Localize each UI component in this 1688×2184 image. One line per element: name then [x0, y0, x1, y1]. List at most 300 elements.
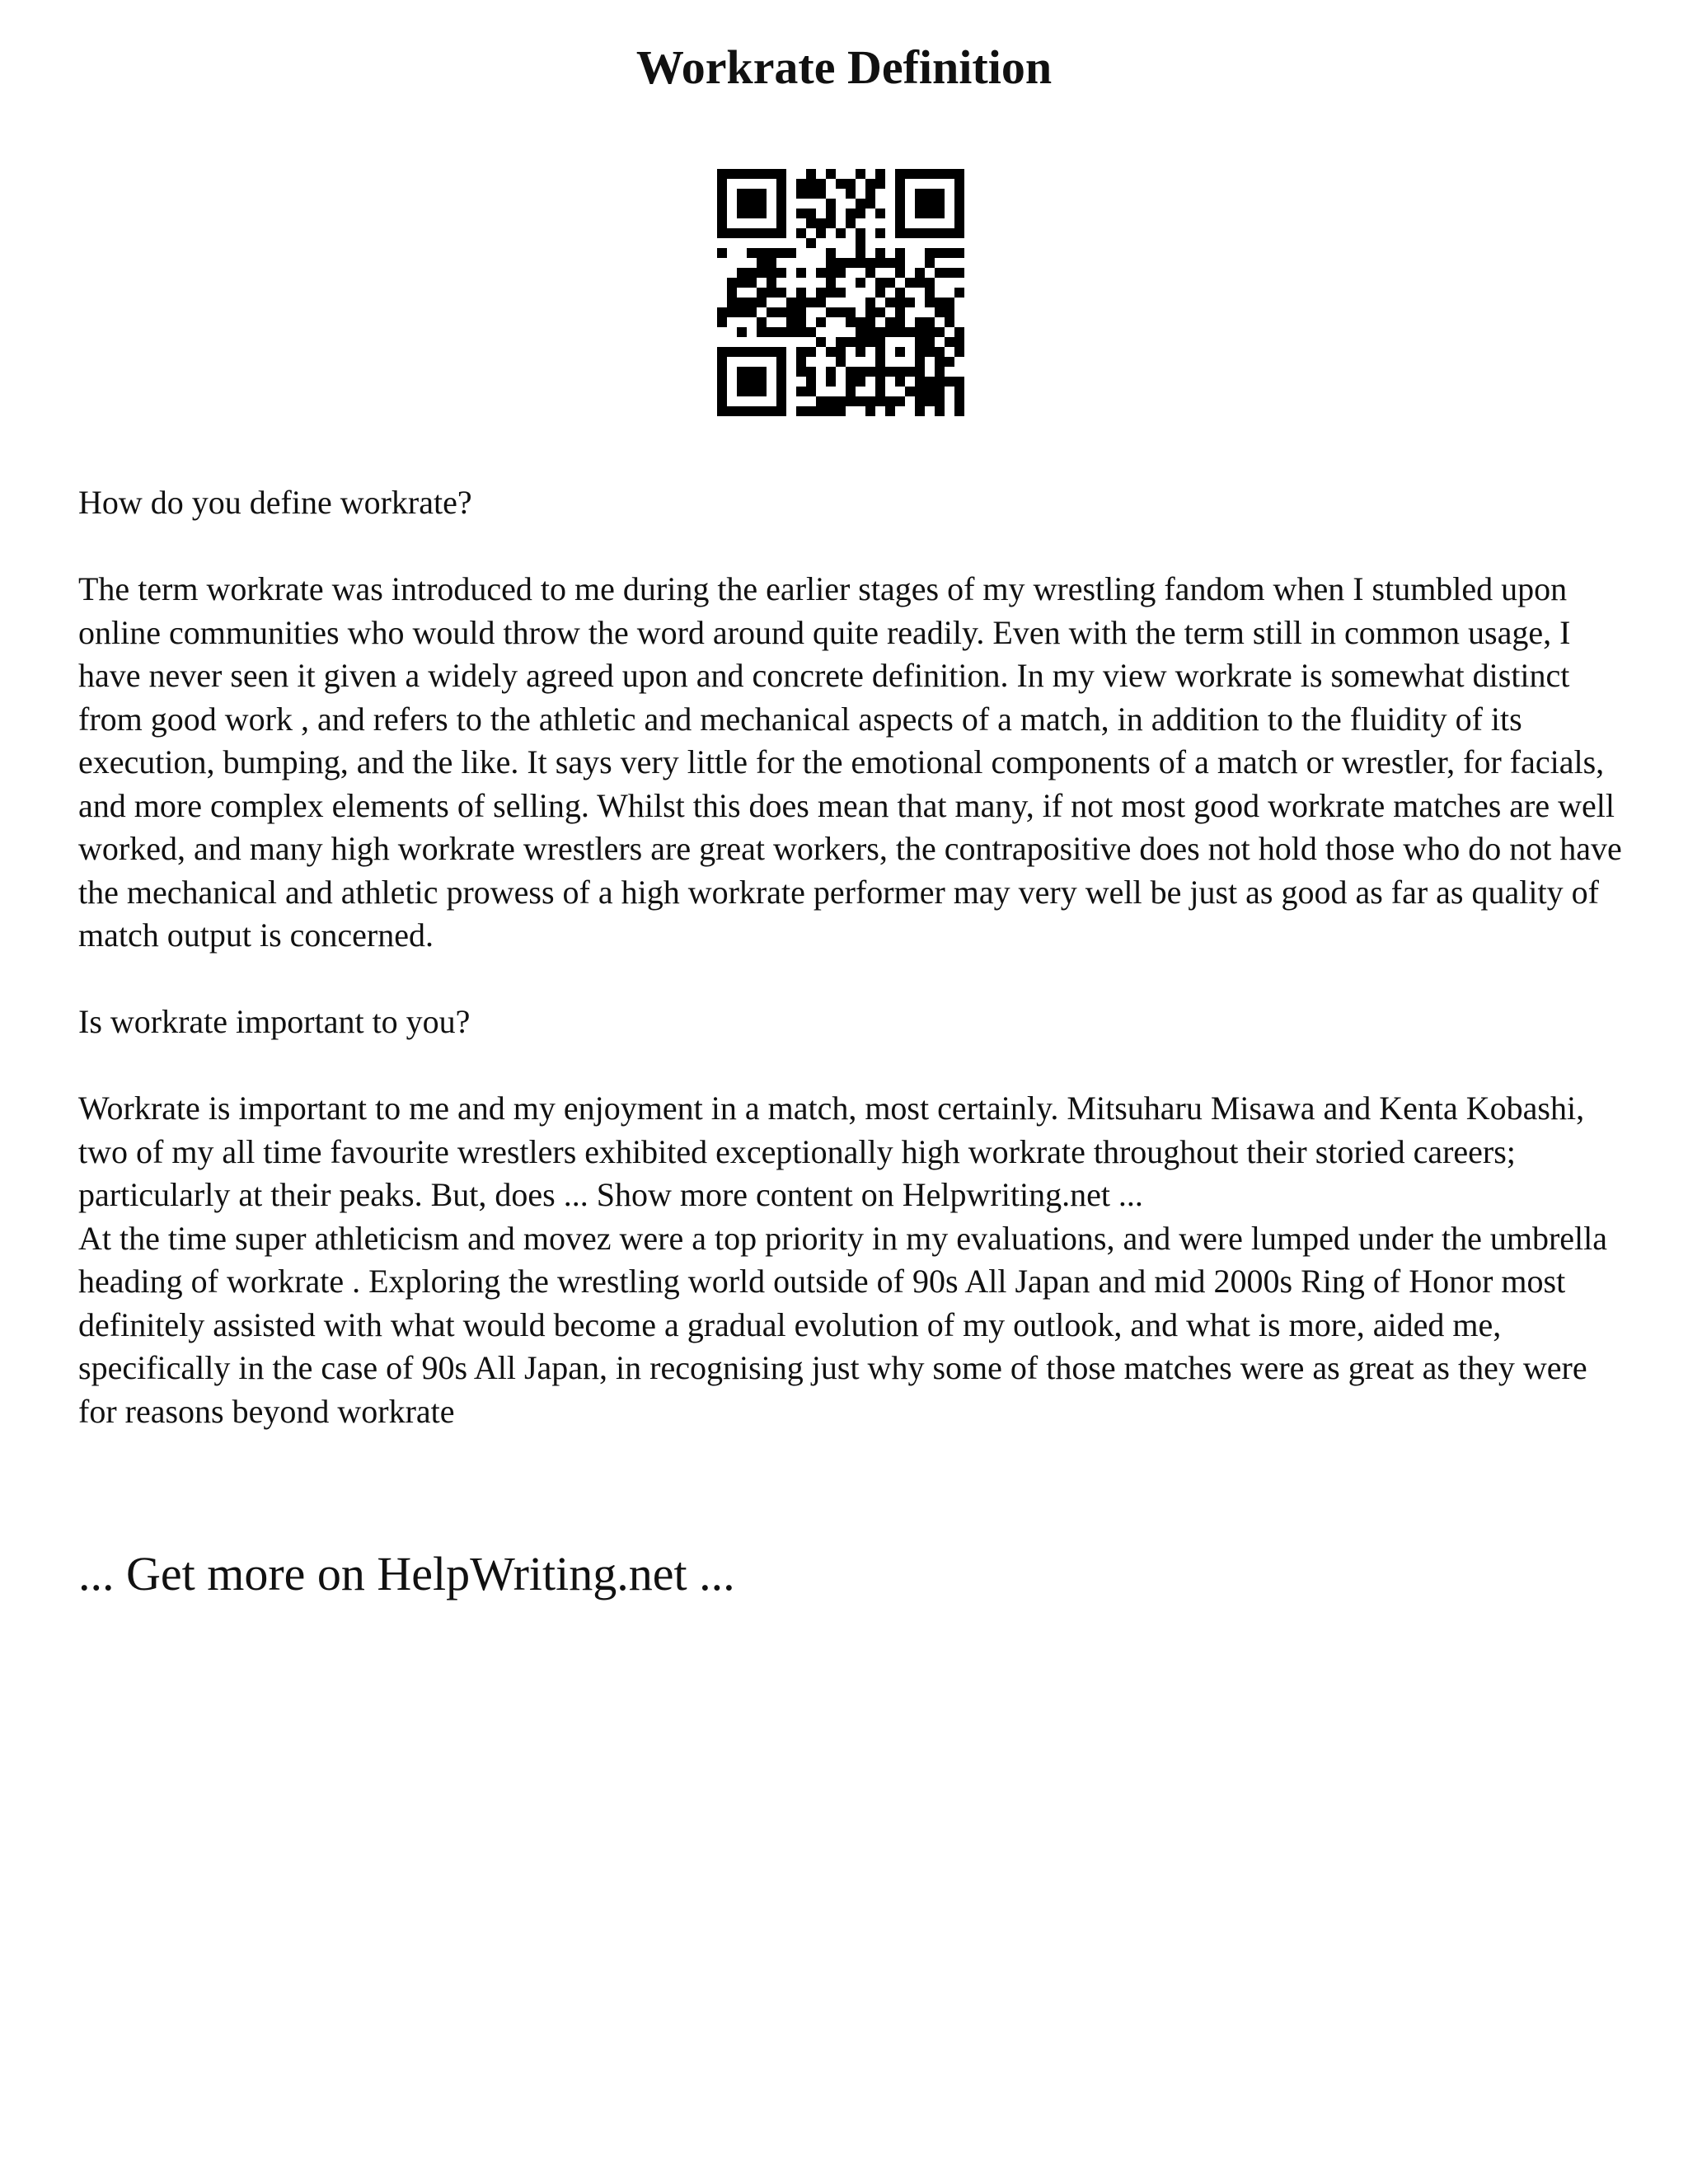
qr-module — [776, 357, 786, 367]
qr-module — [737, 367, 747, 377]
qr-module — [757, 209, 767, 218]
qr-module — [767, 327, 776, 337]
qr-module — [885, 258, 895, 268]
qr-module — [915, 278, 925, 288]
qr-module — [905, 278, 915, 288]
qr-module — [935, 248, 945, 258]
qr-module — [905, 228, 915, 238]
qr-module — [796, 387, 806, 396]
qr-module — [885, 317, 895, 327]
qr-module — [925, 209, 935, 218]
qr-module — [885, 327, 895, 337]
qr-module — [727, 169, 737, 179]
qr-module — [856, 169, 865, 179]
qr-module — [757, 406, 767, 416]
qr-module — [925, 387, 935, 396]
qr-module — [796, 298, 806, 307]
qr-module — [717, 317, 727, 327]
qr-module — [915, 396, 925, 406]
qr-module — [875, 258, 885, 268]
qr-module — [895, 288, 905, 298]
qr-module — [935, 387, 945, 396]
qr-module — [856, 248, 865, 258]
qr-module — [737, 406, 747, 416]
qr-module — [796, 357, 806, 367]
qr-module — [717, 377, 727, 387]
qr-module — [757, 327, 767, 337]
qr-module — [836, 396, 846, 406]
qr-module — [935, 347, 945, 357]
qr-module — [737, 298, 747, 307]
qr-module — [776, 169, 786, 179]
qr-module — [806, 218, 816, 228]
qr-module — [757, 268, 767, 278]
article-body — [78, 481, 1628, 1433]
qr-module — [856, 209, 865, 218]
qr-module — [935, 199, 945, 209]
qr-module — [925, 347, 935, 357]
qr-module — [935, 377, 945, 387]
qr-module — [895, 228, 905, 238]
qr-module — [895, 347, 905, 357]
qr-module — [727, 347, 737, 357]
qr-module — [856, 278, 865, 288]
qr-module — [717, 387, 727, 396]
qr-module — [747, 189, 757, 199]
qr-module — [826, 347, 836, 357]
qr-module — [865, 367, 875, 377]
qr-module — [895, 377, 905, 387]
qr-module — [767, 228, 776, 238]
qr-module — [826, 367, 836, 377]
qr-module — [915, 169, 925, 179]
qr-module — [776, 268, 786, 278]
qr-module — [747, 209, 757, 218]
qr-module — [925, 298, 935, 307]
qr-module — [875, 288, 885, 298]
qr-module — [836, 288, 846, 298]
qr-module — [935, 189, 945, 199]
qr-module — [895, 317, 905, 327]
qr-module — [776, 307, 786, 317]
qr-module — [757, 317, 767, 327]
qr-module — [865, 307, 875, 317]
qr-module — [865, 396, 875, 406]
qr-module — [826, 209, 836, 218]
qr-module — [806, 387, 816, 396]
qr-module — [954, 179, 964, 189]
qr-module — [885, 406, 895, 416]
qr-module — [816, 189, 826, 199]
qr-module — [717, 367, 727, 377]
qr-module — [895, 258, 905, 268]
qr-module — [717, 357, 727, 367]
qr-module — [945, 248, 954, 258]
qr-module — [856, 199, 865, 209]
qr-module — [895, 209, 905, 218]
qr-module — [915, 357, 925, 367]
qr-module — [816, 317, 826, 327]
qr-module — [806, 298, 816, 307]
qr-module — [767, 278, 776, 288]
qr-module — [747, 268, 757, 278]
qr-module — [826, 199, 836, 209]
qr-module — [875, 347, 885, 357]
qr-module — [737, 387, 747, 396]
qr-module — [717, 199, 727, 209]
qr-module — [875, 179, 885, 189]
qr-module — [737, 377, 747, 387]
qr-module — [895, 307, 905, 317]
qr-module — [767, 258, 776, 268]
qr-module — [826, 169, 836, 179]
qr-module — [895, 327, 905, 337]
qr-module — [816, 298, 826, 307]
qr-module — [865, 258, 875, 268]
qr-module — [717, 218, 727, 228]
qr-module — [905, 367, 915, 377]
qr-module — [796, 288, 806, 298]
qr-module — [767, 347, 776, 357]
qr-module — [826, 258, 836, 268]
qr-module — [806, 179, 816, 189]
qr-module — [846, 317, 856, 327]
qr-module — [856, 396, 865, 406]
qr-module — [925, 189, 935, 199]
qr-module — [717, 396, 727, 406]
qr-module — [806, 367, 816, 377]
qr-module — [796, 179, 806, 189]
qr-module — [954, 396, 964, 406]
qr-module — [786, 307, 796, 317]
qr-module — [767, 406, 776, 416]
qr-module — [757, 248, 767, 258]
qr-module — [915, 317, 925, 327]
qr-module — [905, 327, 915, 337]
qr-module — [776, 288, 786, 298]
qr-module — [954, 268, 964, 278]
qr-module — [846, 367, 856, 377]
qr-module — [846, 258, 856, 268]
qr-module — [856, 258, 865, 268]
qr-module — [757, 298, 767, 307]
qr-module — [776, 179, 786, 189]
qr-module — [757, 367, 767, 377]
qr-module — [875, 377, 885, 387]
qr-module — [954, 189, 964, 199]
qr-module — [776, 228, 786, 238]
qr-module — [796, 307, 806, 317]
qr-module — [747, 199, 757, 209]
qr-module — [776, 406, 786, 416]
qr-module — [895, 298, 905, 307]
qr-module — [767, 268, 776, 278]
qr-module — [836, 357, 846, 367]
qr-module — [717, 307, 727, 317]
qr-module — [757, 258, 767, 268]
qr-module — [717, 406, 727, 416]
qr-module — [717, 169, 727, 179]
qr-module — [875, 337, 885, 347]
qr-module — [796, 406, 806, 416]
qr-module — [915, 337, 925, 347]
qr-module — [925, 169, 935, 179]
qr-module — [875, 209, 885, 218]
qr-module — [925, 288, 935, 298]
qr-module — [935, 396, 945, 406]
qr-module — [954, 218, 964, 228]
qr-module — [826, 307, 836, 317]
qr-module — [925, 248, 935, 258]
qr-module — [875, 367, 885, 377]
qr-module — [935, 406, 945, 416]
question-define-workrate: How do you define workrate? — [78, 484, 472, 521]
qr-module — [954, 337, 964, 347]
qr-module — [935, 228, 945, 238]
qr-module — [846, 209, 856, 218]
qr-module — [806, 209, 816, 218]
qr-module — [776, 387, 786, 396]
qr-module — [875, 396, 885, 406]
qr-module — [796, 228, 806, 238]
qr-module — [757, 169, 767, 179]
qr-module — [776, 347, 786, 357]
qr-module — [915, 406, 925, 416]
qr-module — [875, 228, 885, 238]
qr-module — [954, 377, 964, 387]
qr-module — [737, 189, 747, 199]
qr-module — [776, 199, 786, 209]
qr-module — [836, 347, 846, 357]
qr-module — [836, 258, 846, 268]
qr-module — [954, 209, 964, 218]
qr-module — [737, 169, 747, 179]
qr-module — [796, 367, 806, 377]
qr-module — [905, 298, 915, 307]
qr-module — [925, 396, 935, 406]
qr-module — [776, 327, 786, 337]
qr-module — [836, 179, 846, 189]
qr-module — [757, 199, 767, 209]
qr-module — [806, 347, 816, 357]
qr-module — [865, 327, 875, 337]
qr-module — [727, 278, 737, 288]
qr-module — [747, 406, 757, 416]
qr-module — [747, 307, 757, 317]
qr-module — [826, 268, 836, 278]
page-title: Workrate Definition — [635, 40, 1053, 94]
qr-module — [945, 317, 954, 327]
qr-module — [846, 387, 856, 396]
qr-module — [895, 169, 905, 179]
qr-module — [737, 278, 747, 288]
qr-module — [846, 377, 856, 387]
qr-module — [846, 179, 856, 189]
qr-module — [767, 169, 776, 179]
qr-module — [737, 228, 747, 238]
qr-module — [846, 337, 856, 347]
qr-module — [865, 317, 875, 327]
qr-module — [945, 337, 954, 347]
qr-module — [816, 179, 826, 189]
qr-module — [717, 179, 727, 189]
qr-module — [895, 248, 905, 258]
qr-module — [786, 327, 796, 337]
qr-module — [856, 367, 865, 377]
qr-module — [816, 337, 826, 347]
qr-module — [945, 268, 954, 278]
qr-module — [806, 238, 816, 248]
qr-module — [875, 169, 885, 179]
qr-module — [865, 268, 875, 278]
qr-module — [865, 199, 875, 209]
qr-module — [816, 396, 826, 406]
qr-module — [717, 189, 727, 199]
qr-module — [925, 327, 935, 337]
paragraph-definition: The term workrate was introduced to me during the earlier stages of my wrestling fandom when I stumbled upon online communities who would throw the word around quite readily. Even with the term still in common usage, I have never seen it given a widely agreed upon and concrete definition. In my view workrate is somewhat distinct from good work , and refers to the athletic and mechanical aspects of a match, in addition to the fluidity of its execution, bumping, and the like. It says very little for the emotional components of a match or wrestler, for facials, and more complex elements of selling. Whilst this does mean that many, if not most good workrate matches are well worked, and many high workrate wrestlers are great workers, the contrapositive does not hold those who do not have the mechanical and athletic prowess of a high workrate performer may very well be just as good as far as quality of match output is concerned. — [78, 570, 1622, 954]
qr-module — [747, 278, 757, 288]
qr-module — [767, 248, 776, 258]
qr-module — [915, 327, 925, 337]
qr-module — [954, 248, 964, 258]
qr-module — [895, 199, 905, 209]
qr-module — [846, 396, 856, 406]
qr-module — [885, 367, 895, 377]
qr-module — [925, 278, 935, 288]
qr-module — [925, 258, 935, 268]
qr-module — [717, 347, 727, 357]
qr-module — [856, 337, 865, 347]
qr-module — [747, 298, 757, 307]
qr-module — [865, 179, 875, 189]
qr-module — [925, 199, 935, 209]
qr-module — [875, 387, 885, 396]
qr-module — [954, 327, 964, 337]
qr-module — [856, 228, 865, 238]
qr-module — [737, 209, 747, 218]
qr-module — [816, 228, 826, 238]
qr-module — [856, 327, 865, 337]
qr-module — [915, 347, 925, 357]
qr-module — [875, 248, 885, 258]
qr-module — [727, 288, 737, 298]
qr-module — [757, 189, 767, 199]
qr-module — [747, 367, 757, 377]
qr-module — [737, 347, 747, 357]
qr-module — [885, 396, 895, 406]
qr-module — [935, 367, 945, 377]
qr-module — [806, 327, 816, 337]
get-more-link[interactable]: ... Get more on HelpWriting.net ... — [78, 1547, 735, 1601]
qr-module — [826, 377, 836, 387]
qr-module — [945, 307, 954, 317]
qr-module — [727, 307, 737, 317]
qr-module — [935, 307, 945, 317]
qr-module — [836, 406, 846, 416]
qr-module — [925, 317, 935, 327]
qr-module — [856, 377, 865, 387]
qr-code-image — [717, 169, 964, 416]
qr-module — [786, 248, 796, 258]
qr-module — [945, 169, 954, 179]
qr-module — [737, 268, 747, 278]
qr-module — [776, 209, 786, 218]
qr-module — [747, 387, 757, 396]
qr-module — [747, 377, 757, 387]
qr-module — [786, 298, 796, 307]
qr-module — [826, 406, 836, 416]
qr-module — [915, 387, 925, 396]
qr-module — [796, 189, 806, 199]
qr-module — [806, 406, 816, 416]
qr-module — [826, 248, 836, 258]
qr-module — [925, 228, 935, 238]
qr-module — [925, 337, 935, 347]
qr-module — [935, 169, 945, 179]
qr-module — [905, 169, 915, 179]
qr-module — [954, 199, 964, 209]
qr-module — [757, 377, 767, 387]
qr-module — [935, 327, 945, 337]
qr-module — [836, 307, 846, 317]
paragraph-importance: Workrate is important to me and my enjoyment in a match, most certainly. Mitsuharu Misawa and Kenta Kobashi, two of my all time favourite wrestlers exhibited exceptionally high workrate throughout their storied careers; particularly at their peaks. But, does ... Show more content on Helpwriting.net ... — [78, 1090, 1585, 1213]
qr-module — [796, 327, 806, 337]
qr-module — [954, 228, 964, 238]
qr-module — [895, 367, 905, 377]
qr-module — [856, 238, 865, 248]
qr-module — [915, 228, 925, 238]
qr-module — [846, 218, 856, 228]
qr-module — [865, 298, 875, 307]
qr-module — [875, 278, 885, 288]
qr-module — [945, 377, 954, 387]
qr-module — [846, 307, 856, 317]
qr-module — [915, 377, 925, 387]
qr-module — [945, 298, 954, 307]
qr-module — [846, 189, 856, 199]
qr-module — [954, 387, 964, 396]
qr-module — [717, 209, 727, 218]
qr-module — [935, 357, 945, 367]
qr-module — [796, 347, 806, 357]
qr-module — [915, 199, 925, 209]
qr-module — [747, 248, 757, 258]
qr-module — [757, 387, 767, 396]
qr-module — [747, 169, 757, 179]
qr-module — [757, 288, 767, 298]
qr-module — [796, 268, 806, 278]
qr-module — [865, 406, 875, 416]
qr-module — [816, 406, 826, 416]
qr-module — [806, 169, 816, 179]
qr-module — [737, 327, 747, 337]
qr-module — [776, 248, 786, 258]
qr-module — [954, 347, 964, 357]
qr-module — [954, 169, 964, 179]
qr-module — [796, 209, 806, 218]
qr-module — [776, 367, 786, 377]
qr-module — [865, 337, 875, 347]
qr-module — [776, 396, 786, 406]
qr-module — [816, 218, 826, 228]
qr-module — [826, 278, 836, 288]
qr-module — [747, 347, 757, 357]
qr-module — [767, 307, 776, 317]
qr-module — [717, 248, 727, 258]
qr-module — [875, 327, 885, 337]
qr-module — [836, 268, 846, 278]
qr-module — [905, 387, 915, 396]
